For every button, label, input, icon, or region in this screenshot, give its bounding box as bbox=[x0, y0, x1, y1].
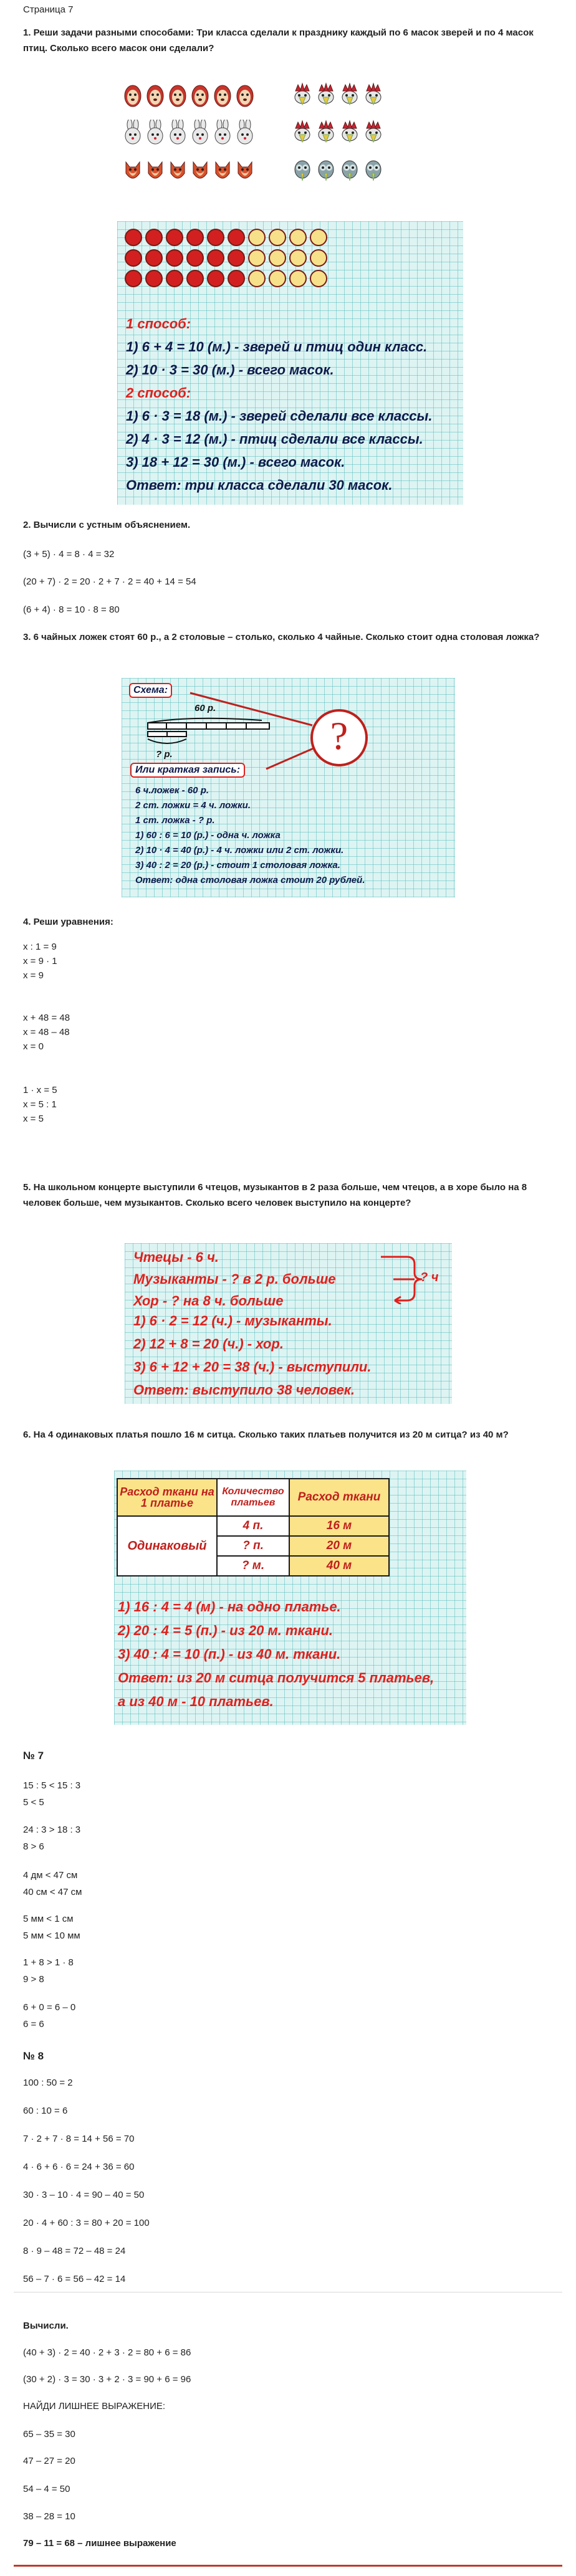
task3-solution-line: 2 ст. ложки = 4 ч. ложки. bbox=[135, 800, 251, 811]
task1-solution-line: 1) 6 · 3 = 18 (м.) - зверей сделали все классы. bbox=[126, 408, 433, 424]
bird-mask-icon bbox=[317, 120, 335, 146]
task1-solution-line: 2) 10 · 3 = 30 (м.) - всего масок. bbox=[126, 362, 334, 378]
circle-mark bbox=[310, 229, 327, 246]
task3-solution-line: 6 ч.ложек - 60 р. bbox=[135, 785, 209, 796]
bear-mask-icon bbox=[168, 82, 187, 108]
equation-line: x = 5 bbox=[23, 1114, 44, 1124]
task2-line: (3 + 5) · 4 = 8 · 4 = 32 bbox=[23, 549, 115, 560]
task1-solution-line: 2 способ: bbox=[126, 385, 191, 401]
circle-mark bbox=[269, 270, 286, 287]
task5-short-line: Хор - ? на 8 ч. больше bbox=[133, 1293, 284, 1309]
hare-mask-icon bbox=[213, 120, 232, 146]
bird-mask-icon bbox=[293, 120, 312, 146]
task3-solution-line: 2) 10 · 4 = 40 (р.) - 4 ч. ложки или 2 ст. ложки. bbox=[135, 845, 344, 856]
scheme-top-label: 60 р. bbox=[194, 703, 216, 713]
task5-solution-line: Ответ: выступило 38 человек. bbox=[133, 1382, 355, 1398]
task3-solution-line: Ответ: одна столовая ложка стоит 20 рублей. bbox=[135, 875, 365, 885]
fox-mask-icon bbox=[191, 157, 209, 183]
extra-line: 54 – 4 = 50 bbox=[23, 2484, 70, 2494]
bear-mask-icon bbox=[123, 82, 142, 108]
task7-title: № 7 bbox=[23, 1750, 44, 1762]
table-header: Расход ткани на 1 платье bbox=[117, 1479, 217, 1516]
calc-line: 30 · 3 – 10 · 4 = 90 – 40 = 50 bbox=[23, 2190, 145, 2200]
owl-mask-icon bbox=[340, 157, 359, 183]
task1-solution-grid bbox=[117, 221, 463, 505]
short-record-label: Или краткая запись: bbox=[130, 763, 245, 778]
equation-line: x = 9 · 1 bbox=[23, 956, 57, 966]
task3-solution-line: 1 ст. ложка - ? р. bbox=[135, 815, 215, 826]
fox-mask-icon bbox=[146, 157, 165, 183]
equation-line: x + 48 = 48 bbox=[23, 1013, 70, 1023]
circle-mark bbox=[248, 229, 266, 246]
task1-solution-line: 1) 6 + 4 = 10 (м.) - зверей и птиц один класс. bbox=[126, 339, 428, 355]
brace-arrow bbox=[377, 1248, 452, 1304]
circle-mark bbox=[207, 270, 224, 287]
circle-mark bbox=[228, 229, 245, 246]
task2-line: (20 + 7) · 2 = 20 · 2 + 7 · 2 = 40 + 14 = 54 bbox=[23, 576, 196, 587]
comparison-line: 24 : 3 > 18 : 3 bbox=[23, 1825, 81, 1835]
page-title: Страница 7 bbox=[23, 4, 74, 15]
equation-line: x = 48 – 48 bbox=[23, 1027, 70, 1038]
equation-line: x = 9 bbox=[23, 970, 44, 981]
table-header: Количество платьев bbox=[217, 1479, 289, 1516]
comparison-line: 5 < 5 bbox=[23, 1797, 44, 1808]
owl-mask-icon bbox=[317, 157, 335, 183]
bear-mask-icon bbox=[213, 82, 232, 108]
fox-mask-icon bbox=[236, 157, 254, 183]
hare-mask-icon bbox=[236, 120, 254, 146]
task6-solution-line: 1) 16 : 4 = 4 (м) - на одно платье. bbox=[118, 1599, 341, 1615]
scheme-bottom-label: ? р. bbox=[156, 749, 173, 760]
pointer-lines bbox=[122, 678, 455, 803]
bird-mask-icon bbox=[340, 82, 359, 108]
extra-line: 38 – 28 = 10 bbox=[23, 2511, 75, 2522]
circle-mark bbox=[310, 249, 327, 267]
extra-line: 65 – 35 = 30 bbox=[23, 2429, 75, 2440]
circle-mark bbox=[289, 249, 307, 267]
owl-mask-icon bbox=[293, 157, 312, 183]
circle-mark bbox=[125, 270, 142, 287]
circle-mark bbox=[248, 249, 266, 267]
table-cell: 4 п. bbox=[217, 1516, 289, 1536]
comparison-line: 1 + 8 > 1 · 8 bbox=[23, 1957, 74, 1968]
task1-solution-line: 1 способ: bbox=[126, 316, 191, 332]
task1-text: 1. Реши задачи разными способами: Три класса сделали к празднику каждый по 6 масок зверей и по 4 масок птиц. Сколько всего масок они сделали? bbox=[23, 27, 534, 54]
task5-solution-line: 3) 6 + 12 + 20 = 38 (ч.) - выступили. bbox=[133, 1359, 372, 1375]
compute-line: (40 + 3) · 2 = 40 · 2 + 3 · 2 = 80 + 6 = 86 bbox=[23, 2347, 191, 2358]
circle-mark bbox=[145, 270, 163, 287]
hare-mask-icon bbox=[146, 120, 165, 146]
task3-solution-grid bbox=[122, 678, 455, 897]
circle-mark bbox=[248, 270, 266, 287]
comparison-line: 4 дм < 47 см bbox=[23, 1870, 78, 1881]
task5-text: 5. На школьном концерте выступили 6 чтецов, музыкантов в 2 раза больше, чем чтецов, а в хоре было на 8 человек больше, чем музыкантов. Сколько всего человек выступило на концерте? bbox=[23, 1182, 527, 1208]
bear-mask-icon bbox=[236, 82, 254, 108]
table-cell: ? м. bbox=[217, 1556, 289, 1576]
task5-short-line: Музыканты - ? в 2 р. больше bbox=[133, 1271, 336, 1287]
task3-solution-line: 3) 40 : 2 = 20 (р.) - стоит 1 столовая ложка. bbox=[135, 860, 340, 871]
task5-solution-line: 2) 12 + 8 = 20 (ч.) - хор. bbox=[133, 1336, 284, 1352]
compute-line: (30 + 2) · 3 = 30 · 3 + 2 · 3 = 90 + 6 = 96 bbox=[23, 2374, 191, 2385]
comparison-line: 8 > 6 bbox=[23, 1841, 44, 1852]
circle-mark bbox=[207, 229, 224, 246]
equation-line: x = 5 : 1 bbox=[23, 1099, 57, 1110]
task1-solution-line: Ответ: три класса сделали 30 масок. bbox=[126, 477, 393, 493]
dress-table bbox=[117, 1478, 390, 1577]
equation-line: x = 0 bbox=[23, 1041, 44, 1052]
task5-solution-grid bbox=[125, 1243, 452, 1404]
owl-mask-icon bbox=[364, 157, 383, 183]
circle-mark bbox=[207, 249, 224, 267]
fox-mask-icon bbox=[213, 157, 232, 183]
circle-mark bbox=[125, 249, 142, 267]
circle-mark bbox=[186, 229, 204, 246]
calc-line: 7 · 2 + 7 · 8 = 14 + 56 = 70 bbox=[23, 2134, 135, 2144]
row-label: Одинаковый bbox=[117, 1516, 217, 1576]
scheme-label: Схема: bbox=[129, 683, 172, 698]
task4-title: 4. Реши уравнения: bbox=[23, 917, 113, 927]
equation-line: 1 · x = 5 bbox=[23, 1085, 57, 1095]
bottom-divider bbox=[14, 2565, 562, 2567]
table-cell: 16 м bbox=[289, 1516, 389, 1536]
calc-line: 56 – 7 · 6 = 56 – 42 = 14 bbox=[23, 2274, 126, 2284]
bear-mask-icon bbox=[146, 82, 165, 108]
comparison-line: 5 мм < 10 мм bbox=[23, 1930, 80, 1941]
circle-mark bbox=[145, 229, 163, 246]
circle-mark bbox=[310, 270, 327, 287]
circle-mark bbox=[125, 229, 142, 246]
comparison-line: 6 = 6 bbox=[23, 2019, 44, 2030]
fox-mask-icon bbox=[123, 157, 142, 183]
bird-mask-icon bbox=[317, 82, 335, 108]
comparison-line: 9 > 8 bbox=[23, 1974, 44, 1985]
task8-title: № 8 bbox=[23, 2050, 44, 2062]
circle-mark bbox=[186, 270, 204, 287]
equation-line: x : 1 = 9 bbox=[23, 942, 57, 952]
table-header: Расход ткани bbox=[289, 1479, 389, 1516]
circle-mark bbox=[186, 249, 204, 267]
table-cell: 40 м bbox=[289, 1556, 389, 1576]
table-cell: ? п. bbox=[217, 1536, 289, 1556]
task1-solution-line: 3) 18 + 12 = 30 (м.) - всего масок. bbox=[126, 454, 345, 470]
circle-mark bbox=[269, 229, 286, 246]
hare-mask-icon bbox=[191, 120, 209, 146]
table-cell: 20 м bbox=[289, 1536, 389, 1556]
task3-text: 3. 6 чайных ложек стоят 60 р., а 2 столовые – столько, сколько 4 чайные. Сколько стоит одна столовая ложка? bbox=[23, 632, 540, 642]
circle-mark bbox=[228, 249, 245, 267]
hare-mask-icon bbox=[123, 120, 142, 146]
task6-solution-line: 2) 20 : 4 = 5 (п.) - из 20 м. ткани. bbox=[118, 1623, 334, 1638]
calc-line: 4 · 6 + 6 · 6 = 24 + 36 = 60 bbox=[23, 2162, 135, 2172]
task6-text: 6. На 4 одинаковых платья пошло 16 м ситца. Сколько таких платьев получится из 20 м ситца? из 40 м? bbox=[23, 1429, 509, 1440]
extra-answer: 79 – 11 = 68 – лишнее выражение bbox=[23, 2538, 176, 2549]
circle-mark bbox=[166, 229, 183, 246]
bird-mask-icon bbox=[340, 120, 359, 146]
task6-solution-grid bbox=[114, 1471, 466, 1725]
hare-mask-icon bbox=[168, 120, 187, 146]
comparison-line: 6 + 0 = 6 – 0 bbox=[23, 2002, 76, 2013]
compute-title: Вычисли. bbox=[23, 2321, 69, 2331]
circle-mark bbox=[166, 270, 183, 287]
masks-illustration bbox=[111, 77, 398, 202]
fox-mask-icon bbox=[168, 157, 187, 183]
comparison-line: 40 см < 47 см bbox=[23, 1887, 82, 1897]
bird-mask-icon bbox=[293, 82, 312, 108]
calc-line: 8 · 9 – 48 = 72 – 48 = 24 bbox=[23, 2246, 126, 2256]
question-mark: ? bbox=[330, 713, 348, 758]
task2-title: 2. Вычисли с устным объяснением. bbox=[23, 520, 191, 530]
circle-mark bbox=[145, 249, 163, 267]
comparison-line: 5 мм < 1 см bbox=[23, 1914, 74, 1924]
task3-solution-line: 1) 60 : 6 = 10 (р.) - одна ч. ложка bbox=[135, 830, 281, 841]
circle-mark bbox=[166, 249, 183, 267]
task6-solution-line: а из 40 м - 10 платьев. bbox=[118, 1694, 274, 1709]
circle-mark bbox=[289, 270, 307, 287]
task5-solution-line: 1) 6 · 2 = 12 (ч.) - музыканты. bbox=[133, 1313, 332, 1329]
brace-label: ? ч bbox=[420, 1271, 439, 1284]
task5-short-line: Чтецы - 6 ч. bbox=[133, 1249, 219, 1265]
circle-mark bbox=[289, 229, 307, 246]
extra-title: НАЙДИ ЛИШНЕЕ ВЫРАЖЕНИЕ: bbox=[23, 2401, 166, 2411]
calc-line: 60 : 10 = 6 bbox=[23, 2106, 68, 2116]
calc-line: 100 : 50 = 2 bbox=[23, 2077, 73, 2088]
bear-mask-icon bbox=[191, 82, 209, 108]
bird-mask-icon bbox=[364, 82, 383, 108]
task2-line: (6 + 4) · 8 = 10 · 8 = 80 bbox=[23, 604, 120, 615]
task6-solution-line: Ответ: из 20 м ситца получится 5 платьев, bbox=[118, 1670, 434, 1686]
extra-line: 47 – 27 = 20 bbox=[23, 2456, 75, 2466]
task6-solution-line: 3) 40 : 4 = 10 (п.) - из 40 м. ткани. bbox=[118, 1646, 341, 1662]
bird-mask-icon bbox=[364, 120, 383, 146]
comparison-line: 15 : 5 < 15 : 3 bbox=[23, 1780, 81, 1791]
circle-mark bbox=[228, 270, 245, 287]
circle-mark bbox=[269, 249, 286, 267]
task1-solution-line: 2) 4 · 3 = 12 (м.) - птиц сделали все классы. bbox=[126, 431, 423, 447]
calc-line: 20 · 4 + 60 : 3 = 80 + 20 = 100 bbox=[23, 2218, 150, 2228]
